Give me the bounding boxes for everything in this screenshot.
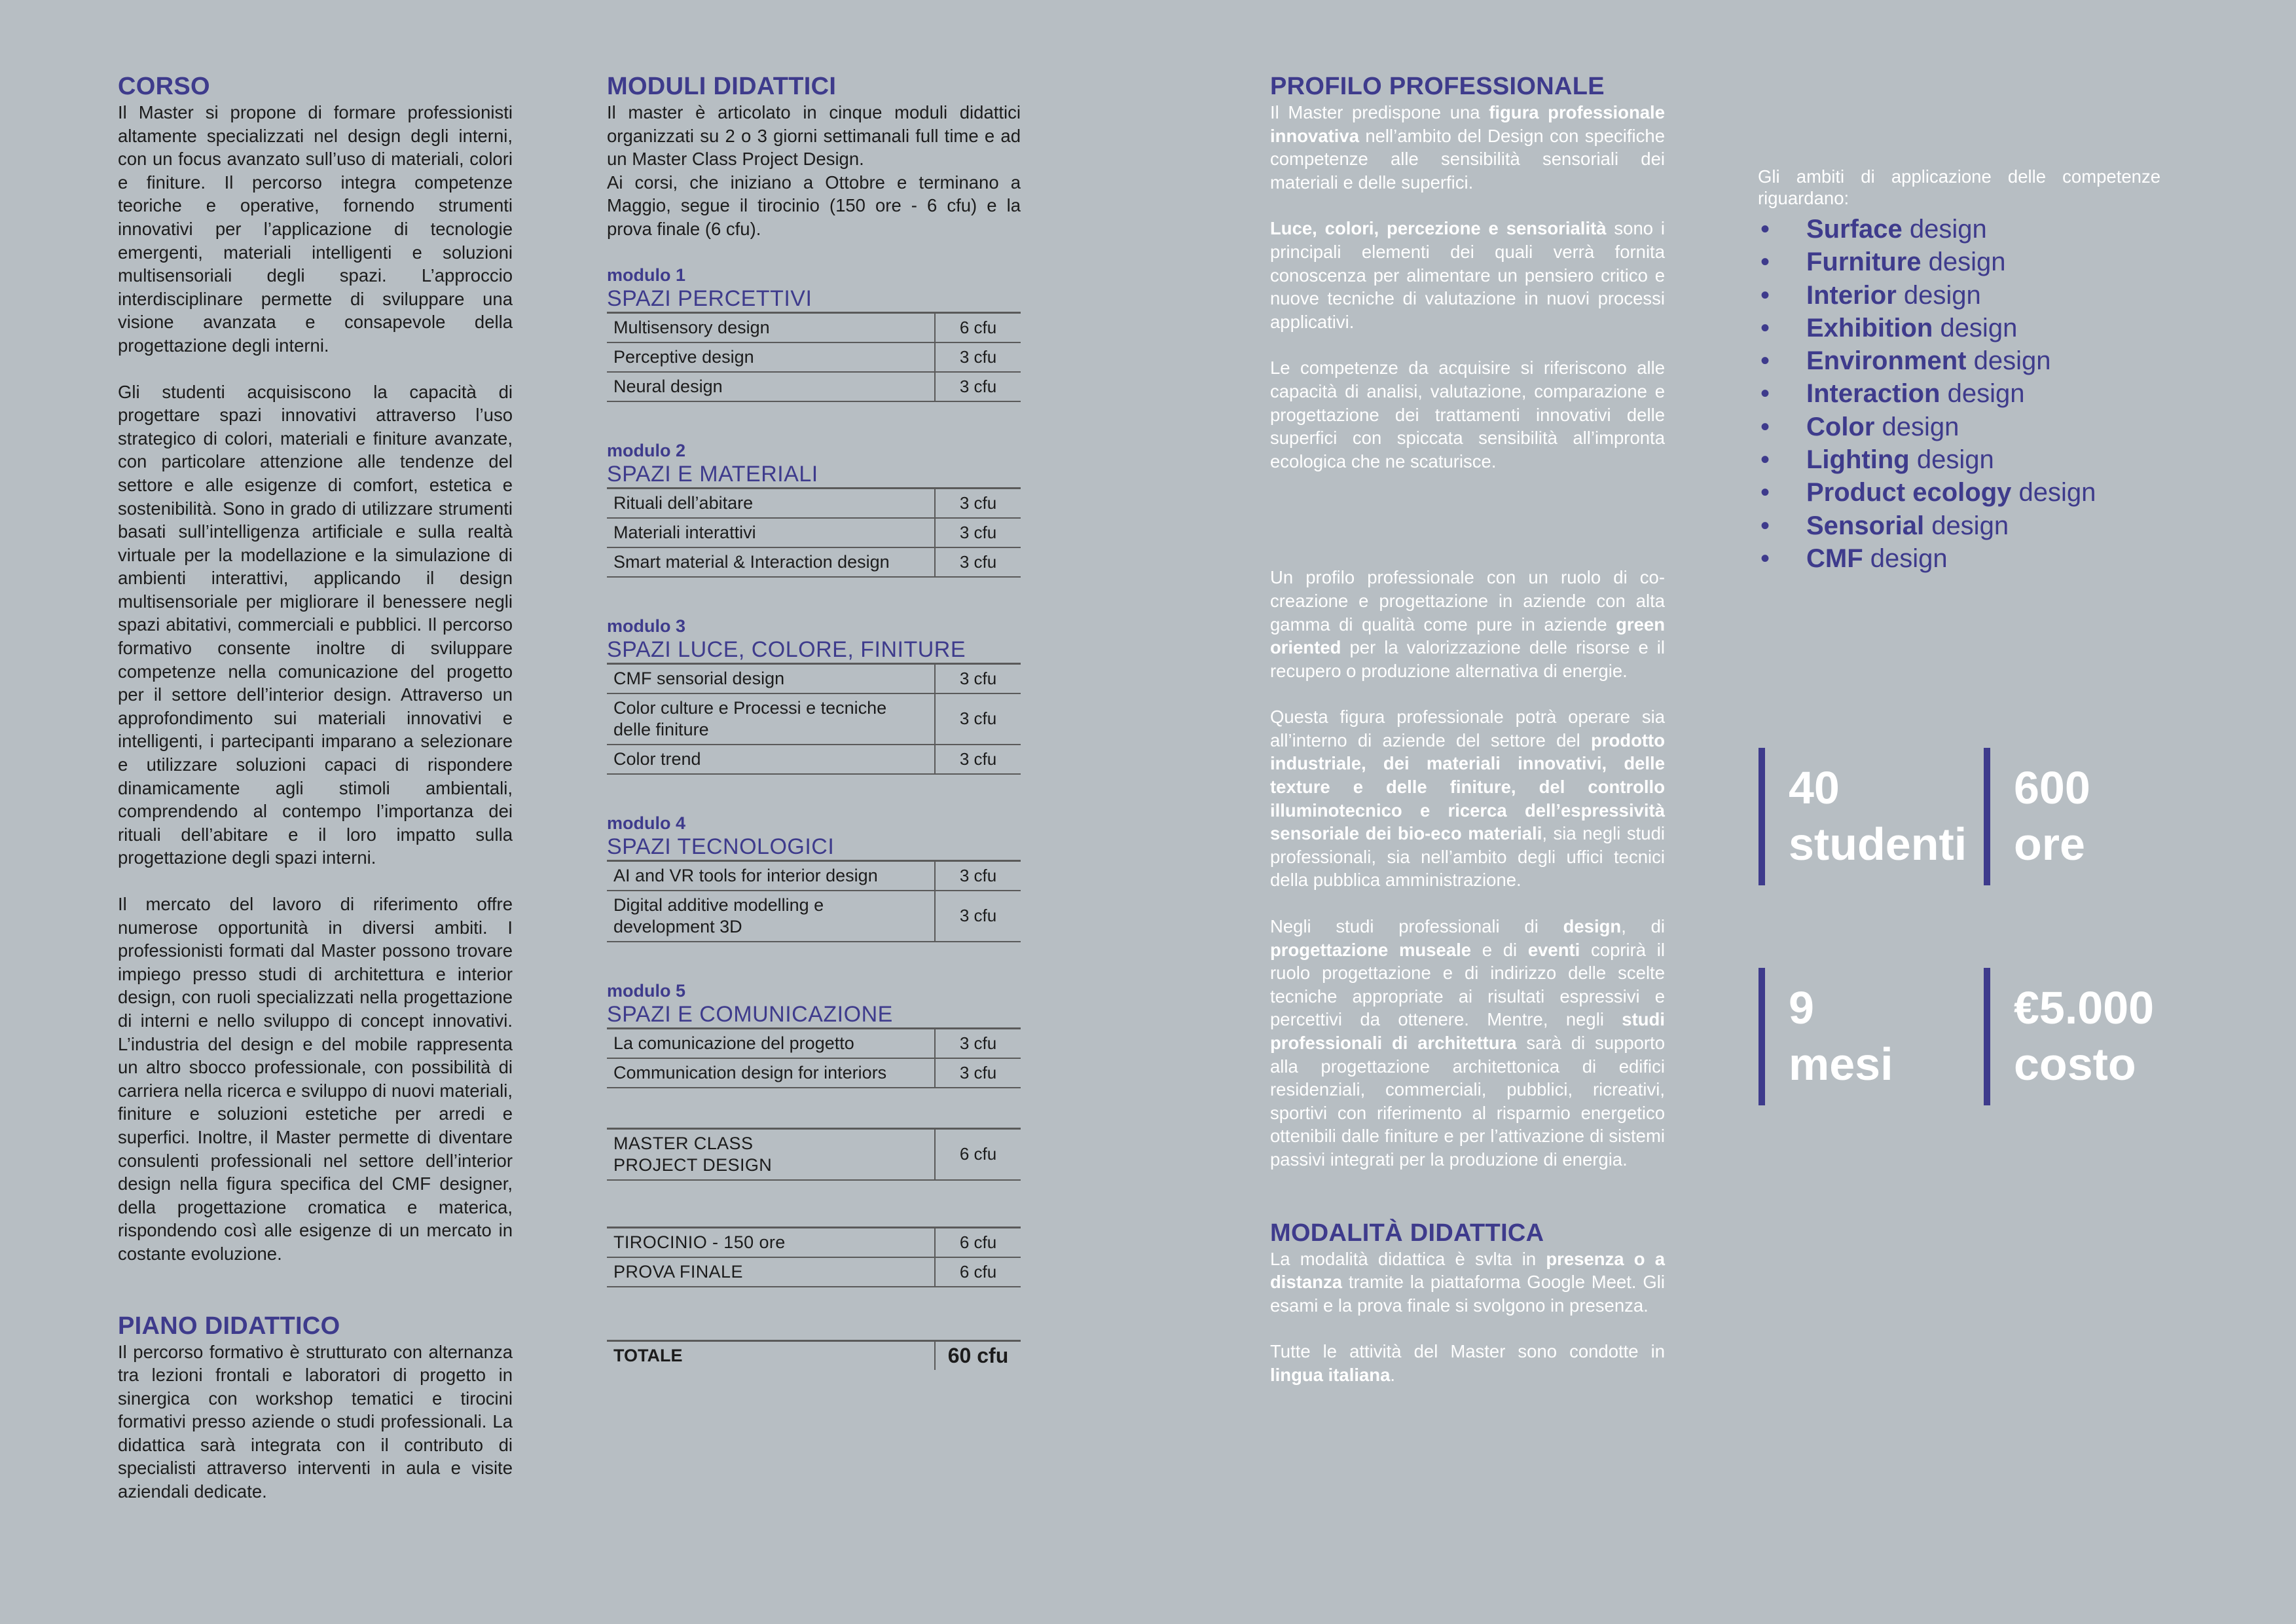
modalita-paragraph-1: La modalità didattica è svlta in presenza o a distanza tramite la piattaforma Google Meet. Gli esami e la prova finale si svolgono in presenza.: [1270, 1248, 1665, 1316]
bullet-icon: •: [1760, 412, 1770, 441]
table-row: [607, 891, 1021, 942]
module-table: [607, 663, 1021, 775]
bullet-icon: •: [1760, 511, 1770, 540]
table-row: [607, 1128, 1021, 1180]
table-row: [607, 518, 1021, 547]
table-row: [607, 1028, 1021, 1058]
course-cfu: 3 cfu: [935, 342, 1021, 372]
course-cfu: 3 cfu: [935, 1058, 1021, 1088]
master-class-line-2: PROJECT DESIGN: [613, 1154, 773, 1175]
course-cfu: 3 cfu: [935, 547, 1021, 577]
corso-paragraph-2: Gli studenti acquisiscono la capacità di progettare spazi innovativi attraverso l’uso strategico di colori, materiali e finiture avanzate, con particolare attenzione alle tendenze del settore e alle esigenze di comfort, estetica e sostenibilità. Sono in grado di utilizzare strumenti basati sull’intelligenza artificiale e sulla realtà virtuale per la modellazione e la simulazione di ambienti interattivi, applicando il design multisensoriale per migliorare il benessere negli spazi abitativi, commerciali e pubblici. Il percorso formativo consente inoltre di sviluppare competenze nella comunicazione del progetto per il settore dell’interior design. Attraverso un approfondimento sui materiali innovativi e intelligenti, i partecipanti imparano a selezionare e utilizzare soluzioni capaci di rispondere dinamicamente agli stimoli ambientali, comprendendo al contempo l’importanza dei rituali dell’abitare e il loro impatto sulla progettazione degli spazi interni.: [118, 381, 513, 868]
module-title: SPAZI PERCETTIVI: [607, 286, 812, 311]
table-row: [607, 372, 1021, 401]
course-cfu: 6 cfu: [935, 312, 1021, 342]
table-row: [607, 488, 1021, 518]
module-5: [607, 980, 1021, 1088]
stat-students-value: 40: [1789, 762, 1840, 813]
course-name: Neural design: [607, 372, 935, 401]
corso-paragraph-3: Il mercato del lavoro di riferimento offre numerose opportunità in diversi ambiti. I professionisti formati dal Master possono trovare impiego presso studi di architettura e interior design, con ruoli specializzati nella progettazione di interni e nello sviluppo di concept innovativi. L’industria del design e del mobile rappresenta un altro sbocco professionale, con possibilità di carriera nella ricerca e sviluppo di nuovi materiali, finiture e soluzioni estetiche per arredi e superfici. Inoltre, il Master permette di diventare consulenti professionali nel settore dell’interior design nella figura specifica del CMF designer, della progettazione cromatica e materica, rispondendo così alle esigenze di un mercato in costante evoluzione.: [118, 894, 513, 1264]
column-corso: [118, 72, 513, 1504]
profilo-paragraph-4: Un profilo professionale con un ruolo di co-creazione e progettazione in aziende con alta gamma di qualità come pure in aziende green oriented per la valorizzazione delle risorse e il recupero o produzione alternativa di energie.: [1270, 567, 1665, 681]
course-cfu: 3 cfu: [935, 663, 1021, 693]
master-class-line-1: MASTER CLASS: [613, 1133, 754, 1153]
table-row: [607, 342, 1021, 372]
ambiti-intro: Gli ambiti di applicazione delle competenze riguardano:: [1758, 166, 2160, 208]
list-item: • Interior design: [1758, 279, 2160, 312]
module-table: [607, 1027, 1021, 1088]
module-number: modulo 3: [607, 616, 685, 636]
prova-finale-name: PROVA FINALE: [607, 1257, 935, 1287]
corso-paragraph-1: Il Master si propone di formare professionisti altamente specializzati nel design degli interni, con un focus avanzato sull’uso di materiali, colori e finiture. Il percorso integra competenze teoriche e operative, fornendo strumenti innovativi per l’applicazione di tecnologie emergenti, materiali intelligenti e soluzioni multisensoriali degli spazi. L’approccio interdisciplinare permette di sviluppare una visione avanzata e consapevole della progettazione degli interni.: [118, 102, 513, 356]
piano-paragraph: Il percorso formativo è strutturato con alternanza tra lezioni frontali e laboratori di progetto in sinergica con workshop tematici e tirocini formativi presso aziende o studi professionali. La didattica sarà integrata con il contributo di specialisti attraverso interventi in aula e visite aziendali dedicate.: [118, 1341, 513, 1502]
course-cfu: 3 cfu: [935, 1028, 1021, 1058]
stat-students-label: studenti: [1789, 819, 1967, 870]
bullet-icon: •: [1760, 379, 1770, 409]
list-item: • CMF design: [1758, 542, 2160, 575]
master-class-cfu: 6 cfu: [935, 1128, 1021, 1180]
stat-hours-value: 600: [2014, 762, 2090, 813]
course-name: Color culture e Processi e tecniche delle finiture: [607, 693, 935, 745]
bullet-icon: •: [1760, 544, 1770, 573]
column-profilo: [1270, 72, 1665, 1387]
tirocinio-cfu: 6 cfu: [935, 1227, 1021, 1257]
bullet-icon: •: [1760, 346, 1770, 376]
totale-label: TOTALE: [607, 1340, 935, 1370]
list-item: • Exhibition design: [1758, 312, 2160, 344]
module-4: [607, 813, 1021, 942]
final-table: [607, 1227, 1021, 1287]
list-item: • Furniture design: [1758, 246, 2160, 278]
module-number: modulo 4: [607, 813, 685, 833]
course-name: AI and VR tools for interior design: [607, 860, 935, 891]
course-name: Smart material & Interaction design: [607, 547, 935, 577]
table-row: [607, 1257, 1021, 1287]
tirocinio-name: TIROCINIO - 150 ore: [607, 1227, 935, 1257]
table-row: [607, 860, 1021, 891]
list-item: • Lighting design: [1758, 443, 2160, 476]
course-name: Perceptive design: [607, 342, 935, 372]
module-table: [607, 312, 1021, 402]
modalita-paragraph-2: Tutte le attività del Master sono condotte in lingua italiana.: [1270, 1341, 1665, 1385]
profilo-paragraph-3: Le competenze da acquisire si riferiscono alle capacità di analisi, valutazione, comparazione e progettazione dei trattamenti innovativi delle superfici con spiccata sensibilità all’impronta ecologica che ne scaturisce.: [1270, 358, 1665, 471]
stat-cost: [1984, 968, 2206, 1105]
course-name: Communication design for interiors: [607, 1058, 935, 1088]
profilo-paragraph-5: Questa figura professionale potrà operare sia all’interno di aziende del settore del prodotto industriale, dei materiali innovativi, delle texture e delle finiture, del controllo illuminotecnico e ricerca dell’espressività sensoriale dei bio-eco materiali, sia negli studi professionali, sia nell’ambito degli uffici tecnici della pubblica amministrazione.: [1270, 707, 1665, 891]
column-ambiti: [1758, 72, 2160, 575]
bullet-icon: •: [1760, 445, 1770, 475]
moduli-title: MODULI DIDATTICI: [607, 73, 837, 100]
module-table: [607, 860, 1021, 942]
stat-cost-label: costo: [2014, 1039, 2136, 1090]
stat-cost-value: €5.000: [2014, 982, 2155, 1033]
stat-hours: [1984, 748, 2180, 885]
course-cfu: 3 cfu: [935, 891, 1021, 942]
course-cfu: 3 cfu: [935, 488, 1021, 518]
bullet-icon: •: [1760, 248, 1770, 277]
list-item: • Interaction design: [1758, 377, 2160, 410]
list-item: • Sensorial design: [1758, 509, 2160, 542]
totale-cfu: 60 cfu: [935, 1340, 1021, 1370]
profilo-paragraph-2: Luce, colori, percezione e sensorialità sono i principali elementi dei quali verrà fornita conoscenza per alimentare un pensiero critico e nuove tecniche di valutazione in nuovi processi applicativi.: [1270, 218, 1665, 332]
bullet-icon: •: [1760, 280, 1770, 310]
table-row: [607, 1058, 1021, 1088]
course-name: Multisensory design: [607, 312, 935, 342]
profilo-paragraph-6: Negli studi professionali di design, di progettazione museale e di eventi coprirà il ruolo progettazione e di indirizzo delle scelte tecniche appropriate ai risultati espressivi e percettivi da ottenere. Mentre, negli studi professionali di architettura sarà di supporto alla progettazione architettonica di edifici residenziali, commerciali, pubblici, ricreativi, sportivi con riferimento al risparmio energetico ottenibili dalle finiture e per l’attivazione di sistemi passivi integrati per la produzione di energia.: [1270, 916, 1666, 1170]
stat-months-value: 9: [1789, 982, 1814, 1033]
bullet-icon: •: [1760, 478, 1770, 507]
corso-title: CORSO: [118, 73, 210, 100]
course-name: Color trend: [607, 745, 935, 774]
module-1: [607, 265, 1021, 402]
modalita-title: MODALITÀ DIDATTICA: [1270, 1219, 1544, 1247]
piano-title: PIANO DIDATTICO: [118, 1312, 340, 1340]
master-class-name: [607, 1128, 935, 1180]
stat-hours-label: ore: [2014, 819, 2085, 870]
table-row: [607, 663, 1021, 693]
module-title: SPAZI LUCE, COLORE, FINITURE: [607, 637, 966, 662]
list-item: • Color design: [1758, 411, 2160, 443]
stat-months-label: mesi: [1789, 1039, 1893, 1090]
module-table: [607, 487, 1021, 578]
list-item: • Surface design: [1758, 213, 2160, 246]
course-cfu: 3 cfu: [935, 518, 1021, 547]
bullet-icon: •: [1760, 313, 1770, 342]
list-item: • Environment design: [1758, 344, 2160, 377]
table-row: [607, 693, 1021, 745]
master-class-table: [607, 1128, 1021, 1181]
module-title: SPAZI E MATERIALI: [607, 461, 818, 487]
list-item: • Product ecology design: [1758, 476, 2160, 509]
module-title: SPAZI E COMUNICAZIONE: [607, 1001, 893, 1027]
profilo-title: PROFILO PROFESSIONALE: [1270, 73, 1605, 100]
table-row: [607, 312, 1021, 342]
stat-months: [1758, 968, 1955, 1105]
totale-table: [607, 1340, 1021, 1370]
course-name: CMF sensorial design: [607, 663, 935, 693]
course-name: Digital additive modelling e development 3D: [607, 891, 935, 942]
course-name: Rituali dell’abitare: [607, 488, 935, 518]
course-cfu: 3 cfu: [935, 372, 1021, 401]
column-moduli: [607, 72, 1021, 1370]
table-row: [607, 1340, 1021, 1370]
course-cfu: 3 cfu: [935, 860, 1021, 891]
course-cfu: 3 cfu: [935, 693, 1021, 745]
course-name: La comunicazione del progetto: [607, 1028, 935, 1058]
module-number: modulo 2: [607, 440, 685, 460]
module-3: [607, 616, 1021, 775]
moduli-intro-1: Il master è articolato in cinque moduli didattici organizzati su 2 o 3 giorni settimanali full time e ad un Master Class Project Design.: [607, 102, 1021, 170]
moduli-intro-2: Ai corsi, che iniziano a Ottobre e terminano a Maggio, segue il tirocinio (150 ore - 6 cfu) e la prova finale (6 cfu).: [607, 172, 1021, 239]
table-row: [607, 1227, 1021, 1257]
ambiti-list: [1758, 213, 2160, 575]
bullet-icon: •: [1760, 215, 1770, 244]
module-title: SPAZI TECNOLOGICI: [607, 834, 835, 859]
course-name: Materiali interattivi: [607, 518, 935, 547]
course-cfu: 3 cfu: [935, 745, 1021, 774]
module-2: [607, 440, 1021, 578]
module-number: modulo 5: [607, 980, 685, 1001]
profilo-paragraph-1: Il Master predispone una figura professionale innovativa nell’ambito del Design con specifiche competenze alle sensibilità sensoriali dei materiali e delle superfici.: [1270, 102, 1665, 193]
stat-students: [1758, 748, 1967, 885]
module-number: modulo 1: [607, 265, 685, 285]
table-row: [607, 547, 1021, 577]
prova-finale-cfu: 6 cfu: [935, 1257, 1021, 1287]
table-row: [607, 745, 1021, 774]
